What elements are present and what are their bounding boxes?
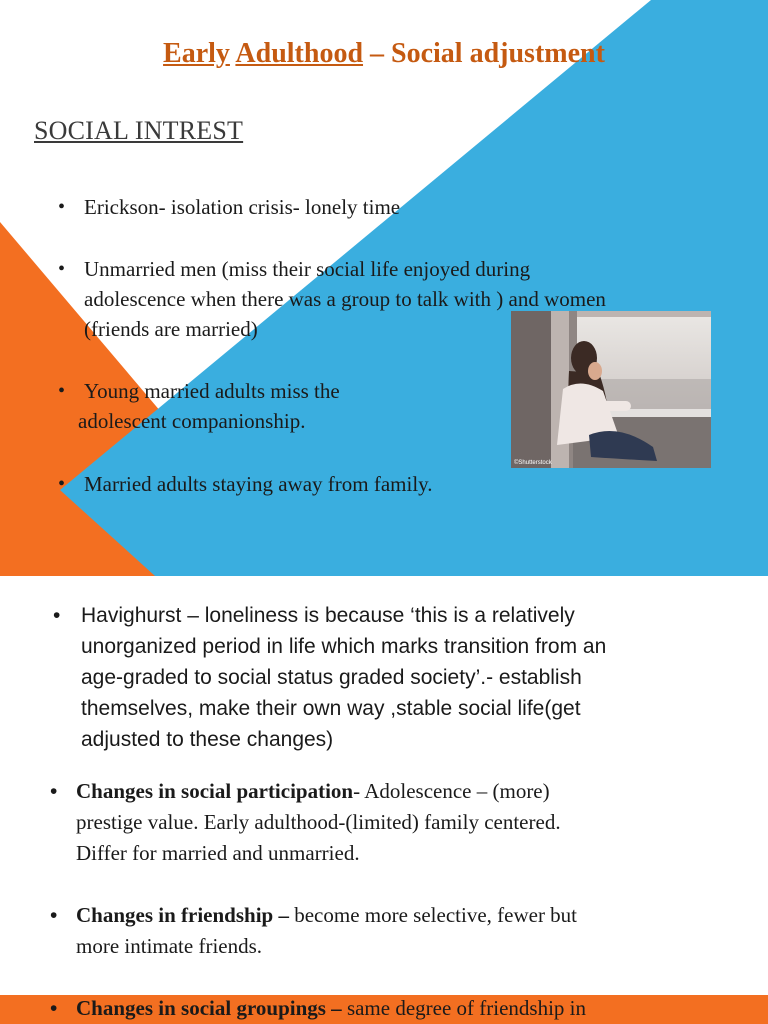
bullet-young-married: [58, 376, 340, 436]
bullet-marker: •: [58, 380, 66, 402]
bullet-friendship: [50, 900, 726, 962]
bullet-heading: Changes in social participation: [76, 779, 354, 803]
bullet-married-away: [58, 469, 433, 499]
bullet-marker: •: [58, 473, 66, 495]
bullet-heading: Changes in social groupings –: [76, 996, 342, 1020]
bullet-line: same degree of friendship in: [341, 996, 587, 1020]
title-word-early: Early: [163, 38, 230, 69]
bullet-line: age-graded to social status graded society’.- establish: [81, 666, 582, 689]
bullet-line: adolescent companionship.: [78, 409, 306, 433]
bullet-line: Havighurst – loneliness is because ‘this is a relatively: [81, 604, 575, 627]
bullet-line: adolescence when there was a group to talk with ) and women: [84, 287, 606, 311]
bullet-line: themselves, make their own way ,stable social life(get: [81, 697, 581, 720]
bullet-line: Unmarried men (miss their social life enjoyed during: [84, 257, 531, 281]
photo-watermark: ©Shutterstock: [514, 460, 552, 466]
title-rest: – Social adjustment: [363, 38, 605, 69]
bullet-line: Married adults staying away from family.: [84, 472, 433, 496]
bullet-social-groupings: [50, 993, 587, 1024]
bullet-marker: •: [58, 258, 66, 280]
bullet-marker: •: [58, 196, 66, 218]
bullet-line: (friends are married): [84, 317, 258, 341]
bullet-social-participation: [50, 776, 726, 869]
bullet-line: unorganized period in life which marks transition from an: [81, 635, 607, 658]
section-heading: SOCIAL INTREST: [34, 116, 244, 145]
bullet-marker: •: [53, 604, 61, 627]
bullet-line: Differ for married and unmarried.: [76, 841, 360, 865]
bullet-line: - Adolescence – (more): [353, 779, 550, 803]
bullet-havighurst: [53, 600, 721, 755]
bullet-line: become more selective, fewer but: [288, 903, 578, 927]
bullet-marker: •: [50, 904, 58, 927]
bullet-erickson: [58, 192, 401, 222]
bullet-marker: •: [50, 997, 58, 1020]
woman-at-window-photo: [511, 311, 711, 468]
bullet-marker: •: [50, 780, 58, 803]
slide-title: [0, 38, 768, 70]
bullet-heading: Changes in friendship –: [76, 903, 289, 927]
bullet-line: more intimate friends.: [76, 934, 263, 958]
title-word-adulthood: Adulthood: [235, 38, 364, 69]
bullet-line: adjusted to these changes): [81, 728, 334, 751]
photo-illustration: [511, 311, 711, 468]
bullet-line: Young married adults miss the: [84, 379, 340, 403]
bullet-line: Erickson- isolation crisis- lonely time: [84, 195, 401, 219]
bullet-line: prestige value. Early adulthood-(limited) family centered.: [76, 810, 561, 834]
